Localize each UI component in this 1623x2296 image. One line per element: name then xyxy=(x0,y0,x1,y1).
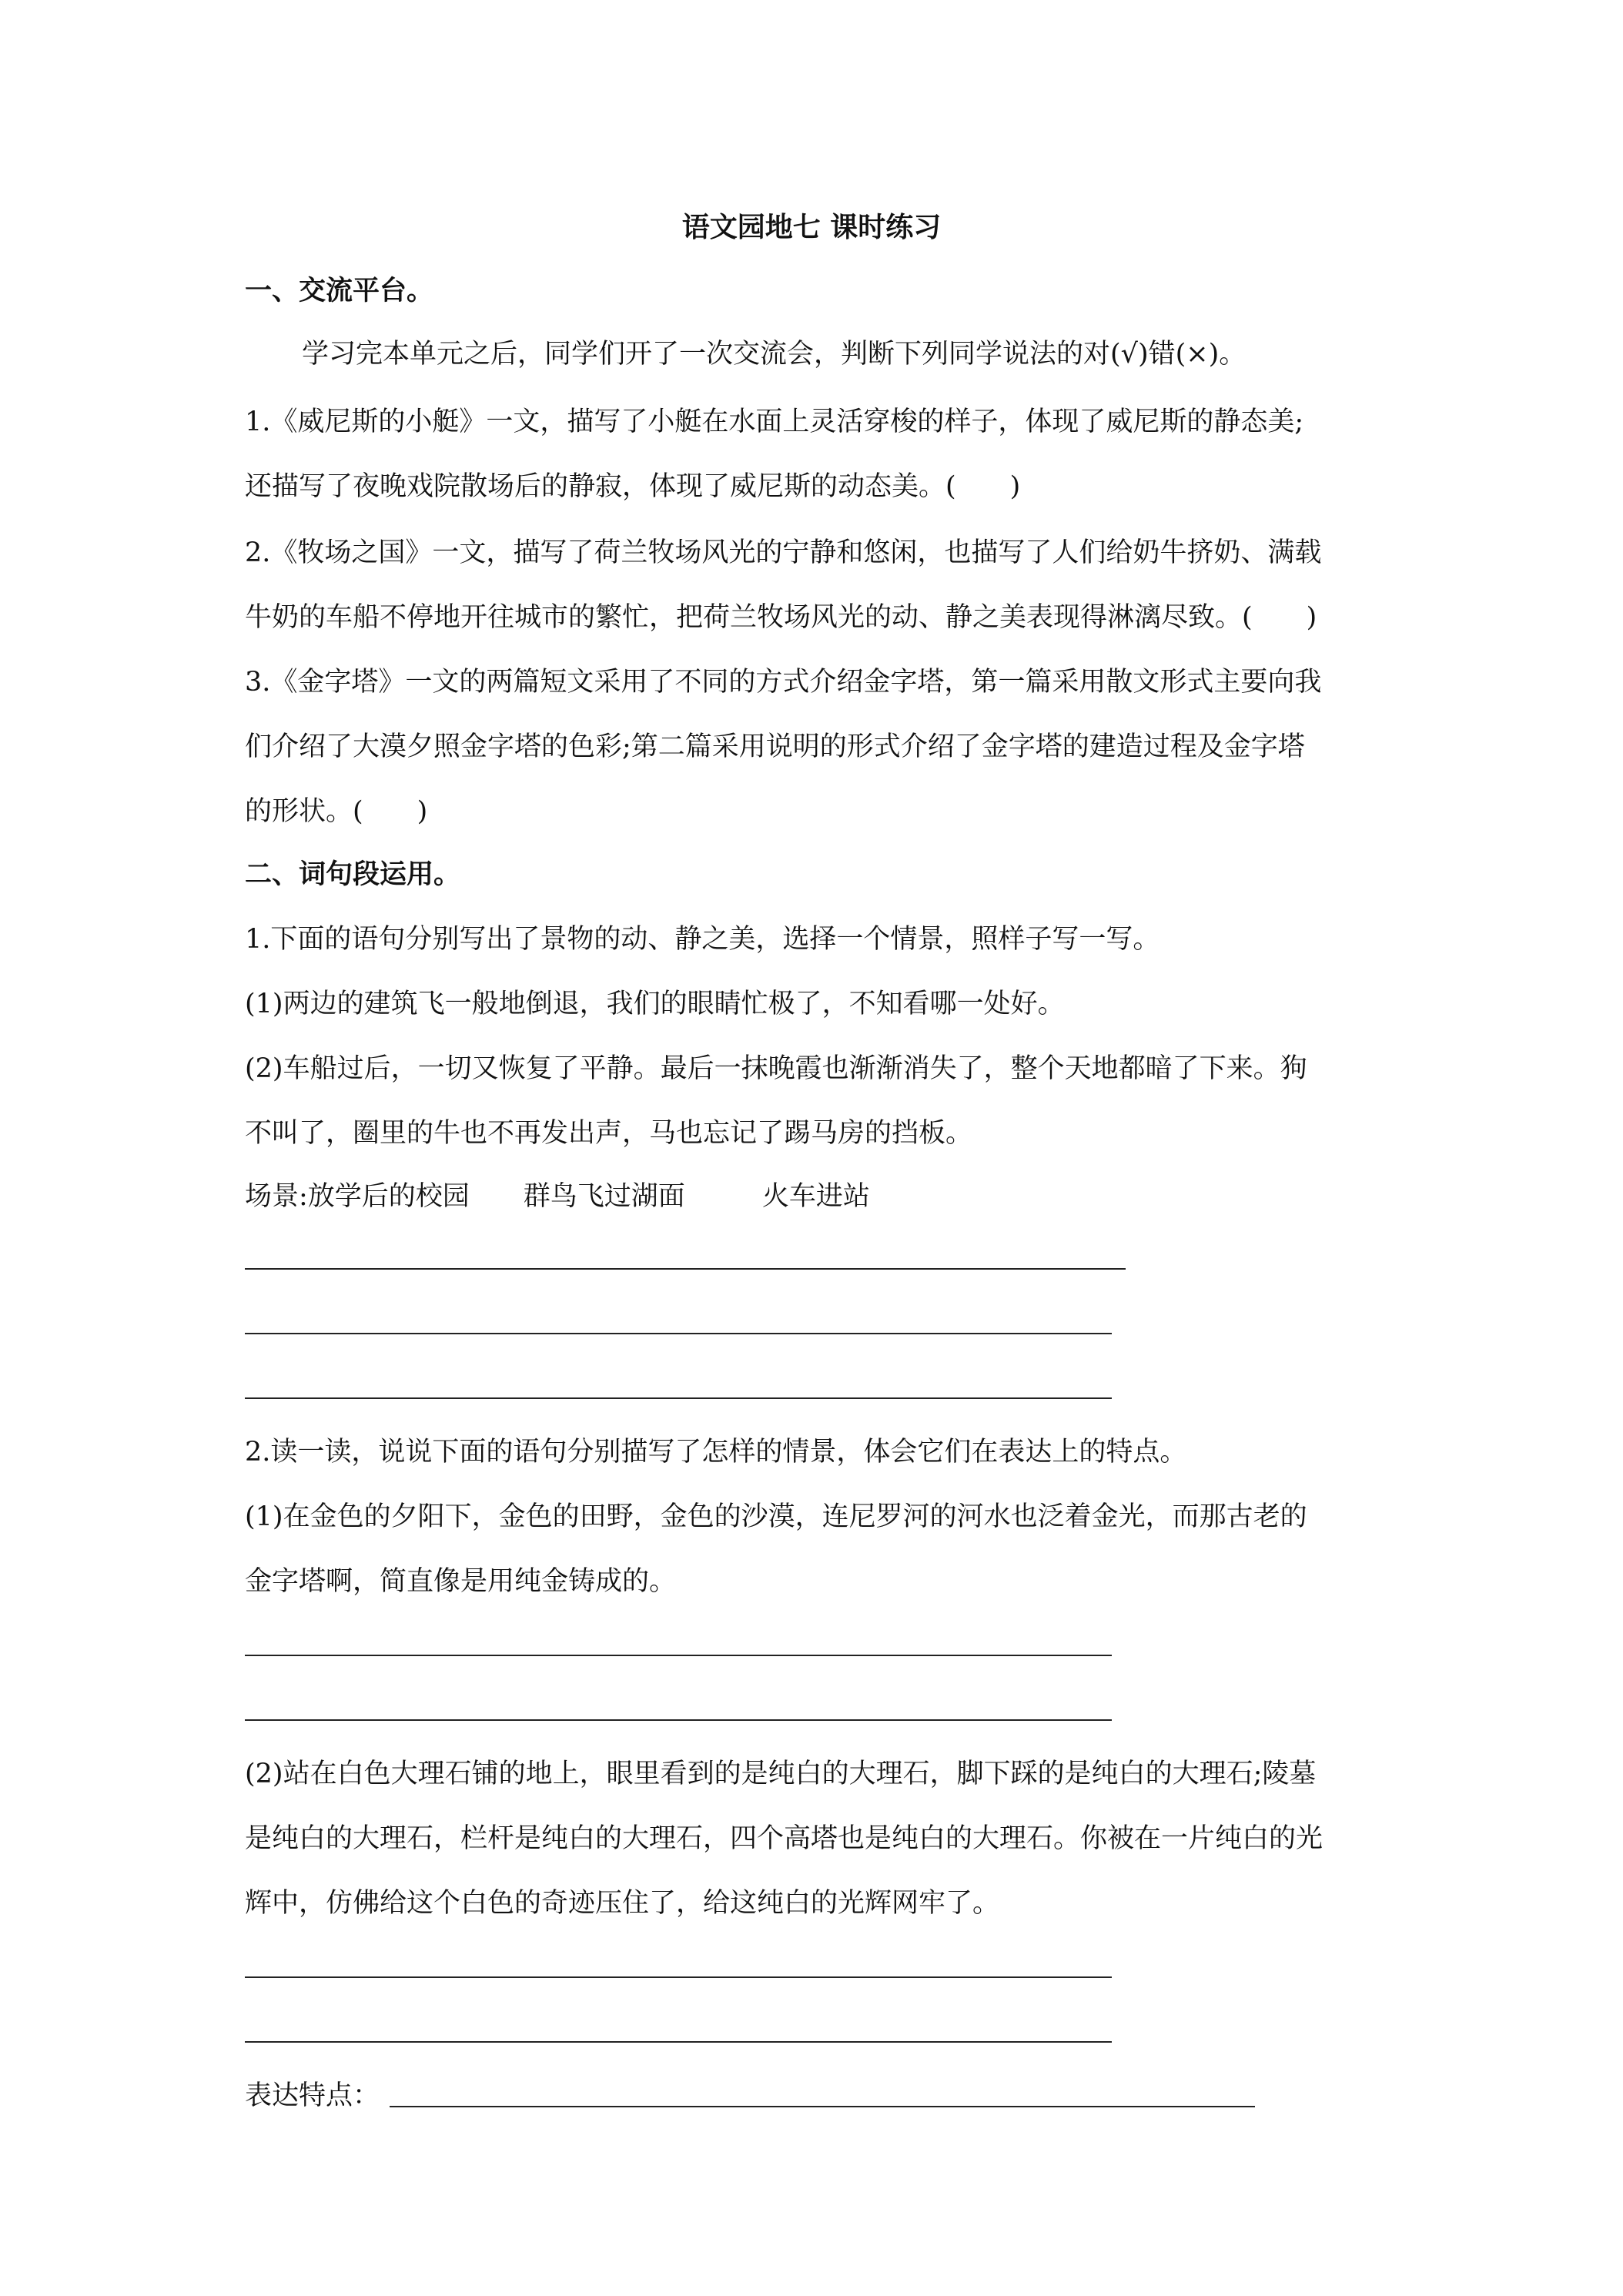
scene-option-lake: 群鸟飞过湖面 xyxy=(523,1181,685,1212)
question-3-line-3: 的形状。( ) xyxy=(245,796,428,827)
task-1-instruction: 1.下面的语句分别写出了景物的动、静之美，选择一个情景，照样子写一写。 xyxy=(245,924,1160,955)
question-1-line-2: 还描写了夜晚戏院散场后的静寂，体现了威尼斯的动态美。( ) xyxy=(245,471,1021,502)
question-3-line-1: 3.《金字塔》一文的两篇短文采用了不同的方式介绍金字塔，第一篇采用散文形式主要向我 xyxy=(245,667,1322,698)
passage-2-line-1: (2)站在白色大理石铺的地上，眼里看到的是纯白的大理石，脚下踩的是纯白的大理石;陵墓 xyxy=(245,1759,1317,1789)
answer-line[interactable] xyxy=(245,1655,1112,1656)
answer-line[interactable] xyxy=(245,1268,1126,1270)
example-2-line-2: 不叫了，圈里的牛也不再发出声，马也忘记了踢马房的挡板。 xyxy=(245,1118,973,1149)
feature-answer-line[interactable] xyxy=(390,2106,1255,2107)
question-3-line-2: 们介绍了大漠夕照金字塔的色彩;第二篇采用说明的形式介绍了金字塔的建造过程及金字塔 xyxy=(245,731,1305,762)
section1-heading: 一、交流平台。 xyxy=(245,276,434,306)
question-1-line-1: 1.《威尼斯的小艇》一文，描写了小艇在水面上灵活穿梭的样子，体现了威尼斯的静态美; xyxy=(245,407,1304,437)
section2-heading: 二、词句段运用。 xyxy=(245,859,461,890)
answer-line[interactable] xyxy=(245,2041,1112,2043)
example-1: (1)两边的建筑飞一般地倒退，我们的眼睛忙极了，不知看哪一处好。 xyxy=(245,989,1065,1019)
feature-label: 表达特点： xyxy=(245,2080,380,2111)
answer-line[interactable] xyxy=(245,1397,1112,1399)
section1-intro: 学习完本单元之后，同学们开了一次交流会，判断下列同学说法的对(√)错(×)。 xyxy=(302,339,1247,370)
passage-1-line-1: (1)在金色的夕阳下，金色的田野，金色的沙漠，连尼罗河的河水也泛着金光，而那古老的 xyxy=(245,1501,1307,1532)
question-2-line-1: 2.《牧场之国》一文，描写了荷兰牧场风光的宁静和悠闲，也描写了人们给奶牛挤奶、满载 xyxy=(245,537,1322,568)
scene-options xyxy=(245,1180,870,1213)
page-title: 语文园地七 课时练习 xyxy=(681,212,942,243)
passage-1-line-2: 金字塔啊，简直像是用纯金铸成的。 xyxy=(245,1566,677,1597)
task-2-instruction: 2.读一读，说说下面的语句分别描写了怎样的情景，体会它们在表达上的特点。 xyxy=(245,1437,1187,1468)
answer-line[interactable] xyxy=(245,1333,1112,1334)
example-2-line-1: (2)车船过后，一切又恢复了平静。最后一抹晚霞也渐渐消失了，整个天地都暗了下来。狗 xyxy=(245,1053,1307,1084)
scene-label: 场景:放学后的校园 xyxy=(245,1181,470,1212)
answer-line[interactable] xyxy=(245,1976,1112,1978)
passage-2-line-3: 辉中，仿佛给这个白色的奇迹压住了，给这纯白的光辉网牢了。 xyxy=(245,1888,1000,1919)
answer-line[interactable] xyxy=(245,1719,1112,1721)
scene-option-train: 火车进站 xyxy=(761,1181,870,1212)
question-2-line-2: 牛奶的车船不停地开往城市的繁忙，把荷兰牧场风光的动、静之美表现得淋漓尽致。( ) xyxy=(245,602,1317,633)
passage-2-line-2: 是纯白的大理石，栏杆是纯白的大理石，四个高塔也是纯白的大理石。你被在一片纯白的光 xyxy=(245,1823,1323,1854)
